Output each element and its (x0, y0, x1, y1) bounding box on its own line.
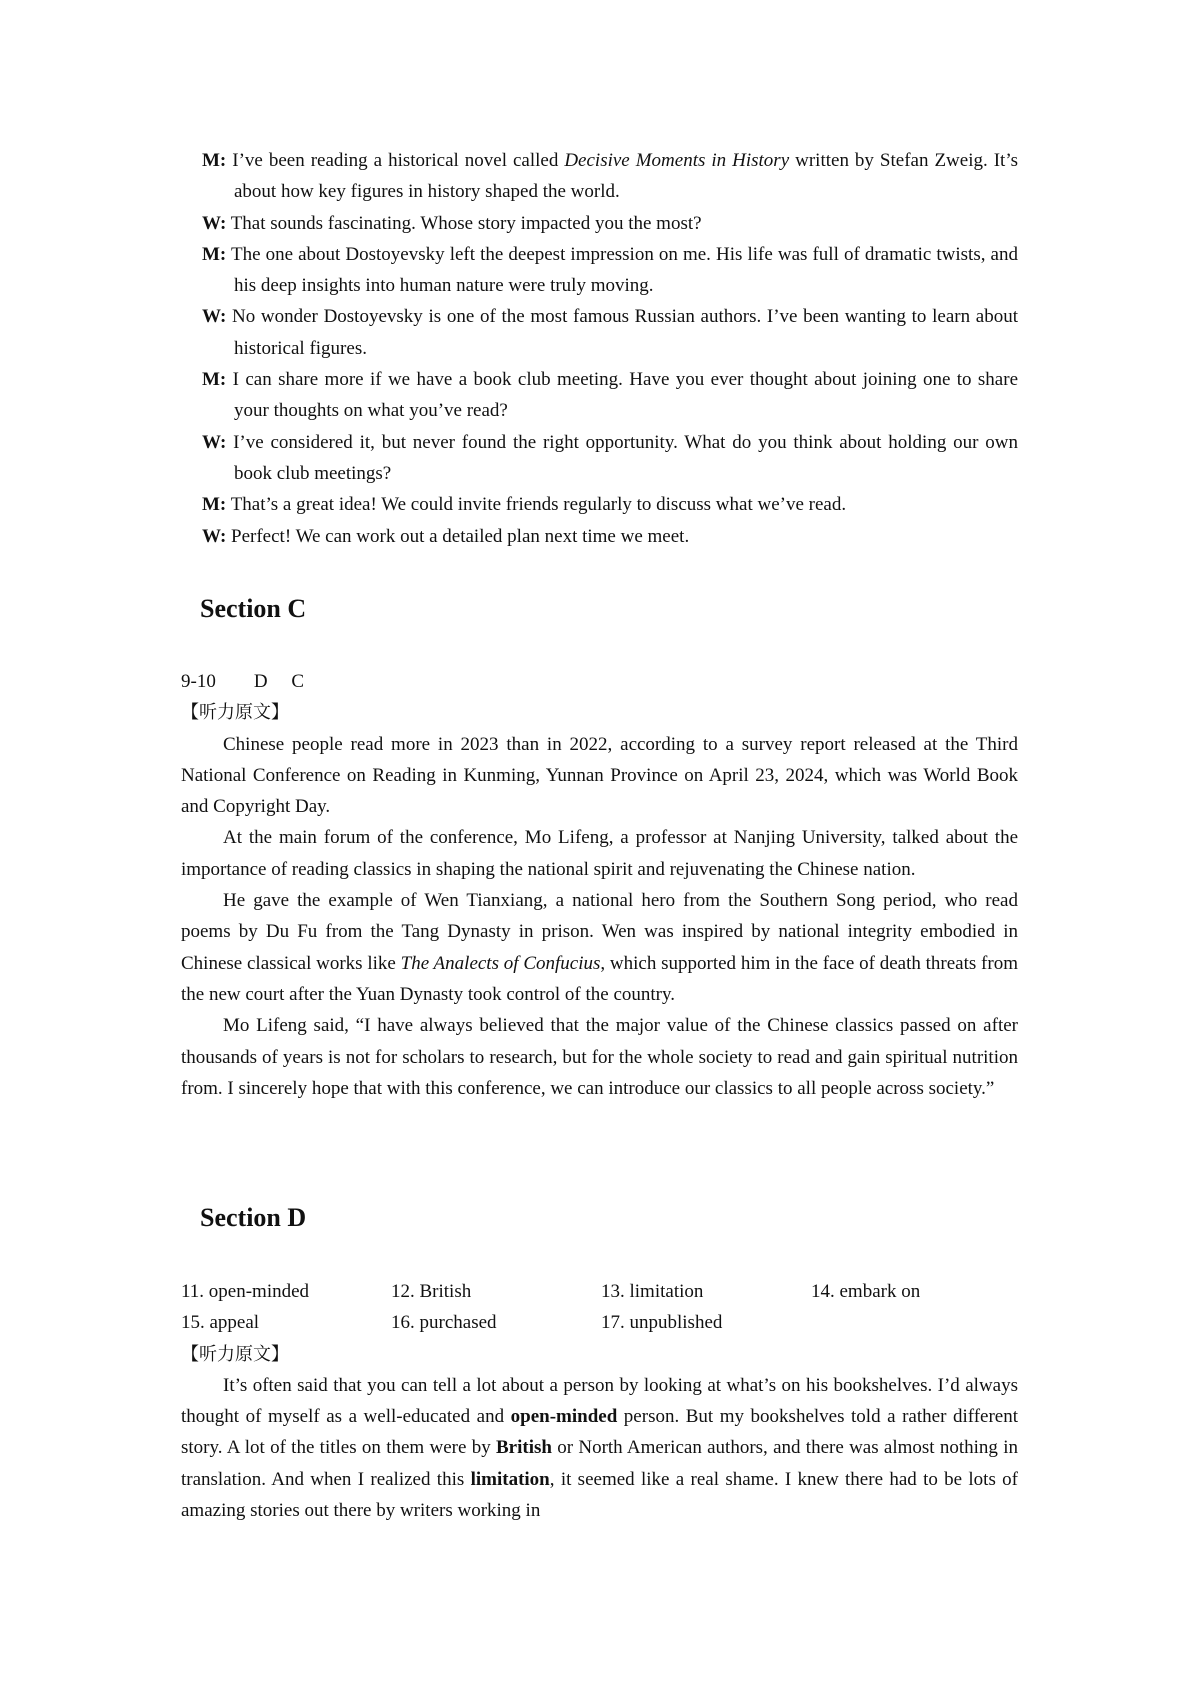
speaker-label: W: (202, 306, 227, 328)
transcript-label: 【听力原文】 (181, 1343, 289, 1365)
paragraph-text: person. But my bookshelves told a rather different story. A lot of the titles on them were by (181, 1406, 1019, 1459)
dialogue-text: written by Stefan Zweig. It’s about how key figures in history shaped the world. (234, 150, 1019, 203)
answer-item: 11. open-minded (181, 1281, 310, 1302)
answer-numbers: 9-10 (181, 671, 216, 692)
dialogue-text: That’s a great idea! We could invite friends regularly to discuss what we’ve read. (230, 494, 847, 516)
paragraph-text: Mo Lifeng said, “I have always believed that the major value of the Chinese classics passed on after thousands of years is not for scholars to research, but for the whole society to read and gain spiritual nutrition from. I sincerely hope that with this conference, we can introduce our classics to all people across society.” (181, 1015, 1018, 1099)
section-c-answer-key (181, 666, 1018, 697)
dialogue-turn (202, 427, 1018, 490)
paragraph-text: , which supported him in the face of death threats from the new court after the Yuan Dynasty took control of the country. (181, 952, 1018, 1005)
dialogue-turn (202, 208, 1018, 239)
section-d-answer-key (181, 1276, 1018, 1339)
transcript-label: 【听力原文】 (181, 702, 289, 724)
paragraph-text: At the main forum of the conference, Mo Lifeng, a professor at Nanjing University, talked about the importance of reading classics in shaping the national spirit and rejuvenating the Chinese nation. (181, 827, 1018, 880)
speaker-label: M: (202, 243, 227, 265)
paragraph-text: Chinese people read more in 2023 than in 2022, according to a survey report released at the Third National Conference on Reading in Kunming, Yunnan Province on April 23, 2024, which was World Book and Copyright Day. (181, 733, 1018, 818)
transcript-paragraph (181, 885, 1018, 1010)
section-c-heading: Section C (200, 594, 307, 623)
dialogue-text: That sounds fascinating. Whose story impacted you the most? (230, 212, 702, 234)
book-title: The Analects of Confucius (400, 952, 601, 974)
answer-highlight: open-minded (510, 1406, 618, 1428)
speaker-label: M: (202, 494, 227, 516)
transcript-paragraph (181, 822, 1018, 885)
transcript-paragraph (181, 1010, 1018, 1104)
section-d-heading: Section D (200, 1203, 307, 1232)
answer-item: 13. limitation (601, 1281, 704, 1302)
paragraph-text: or North American authors, and there was almost nothing in translation. And when I realized this (181, 1437, 1018, 1490)
answer-item: 16. purchased (391, 1312, 497, 1334)
dialogue-text: No wonder Dostoyevsky is one of the most famous Russian authors. I’ve been wanting to learn about historical figures. (231, 306, 1018, 359)
dialogue-text: I’ve been reading a historical novel called (232, 150, 565, 171)
speaker-label: M: (202, 150, 227, 171)
answer-item: 17. unpublished (601, 1312, 723, 1334)
answer: C (291, 671, 304, 692)
dialogue-turn (202, 145, 1018, 208)
answer-item: 14. embark on (811, 1281, 921, 1302)
speaker-label: W: (202, 525, 227, 547)
dialogue-text: I’ve considered it, but never found the right opportunity. What do you think about holding our own book club meetings? (233, 431, 1018, 484)
dialogue-text: Perfect! We can work out a detailed plan next time we meet. (231, 525, 690, 547)
answer-item: 12. British (391, 1281, 472, 1302)
dialogue-turn (202, 301, 1018, 364)
answer: D (253, 671, 268, 692)
answer-highlight: limitation (470, 1468, 550, 1490)
paragraph-text: It’s often said that you can tell a lot about a person by looking at what’s on his bookshelves. I’d always thought of myself as a well-educated and (181, 1374, 1018, 1428)
speaker-label: M: (202, 369, 227, 391)
section-d-block (181, 1276, 1018, 1526)
answer-item: 15. appeal (181, 1312, 260, 1334)
speaker-label: W: (202, 431, 227, 453)
paragraph-text: He gave the example of Wen Tianxiang, a national hero from the Southern Song period, who read poems by Du Fu from the Tang Dynasty in prison. Wen was inspired by national integrity embodied in Chinese classical works like (181, 890, 1018, 974)
section-c-block (181, 666, 1018, 1104)
dialogue-turn (202, 239, 1018, 302)
book-title: Decisive Moments in History (564, 150, 790, 171)
transcript-paragraph (181, 1370, 1018, 1526)
dialogue-transcript (202, 145, 1018, 552)
speaker-label: W: (202, 212, 227, 234)
dialogue-turn (202, 521, 1018, 552)
paragraph-text: , it seemed like a real shame. I knew there had to be lots of amazing stories out there by writers working in (181, 1468, 1019, 1522)
dialogue-text: I can share more if we have a book club meeting. Have you ever thought about joining one to share your thoughts on what you’ve read? (232, 369, 1018, 422)
dialogue-text: The one about Dostoyevsky left the deepest impression on me. His life was full of dramatic twists, and his deep insights into human nature were truly moving. (231, 243, 1018, 297)
transcript-paragraph (181, 729, 1018, 823)
dialogue-turn (202, 364, 1018, 427)
answer-highlight: British (495, 1437, 552, 1459)
dialogue-turn (202, 489, 1018, 520)
